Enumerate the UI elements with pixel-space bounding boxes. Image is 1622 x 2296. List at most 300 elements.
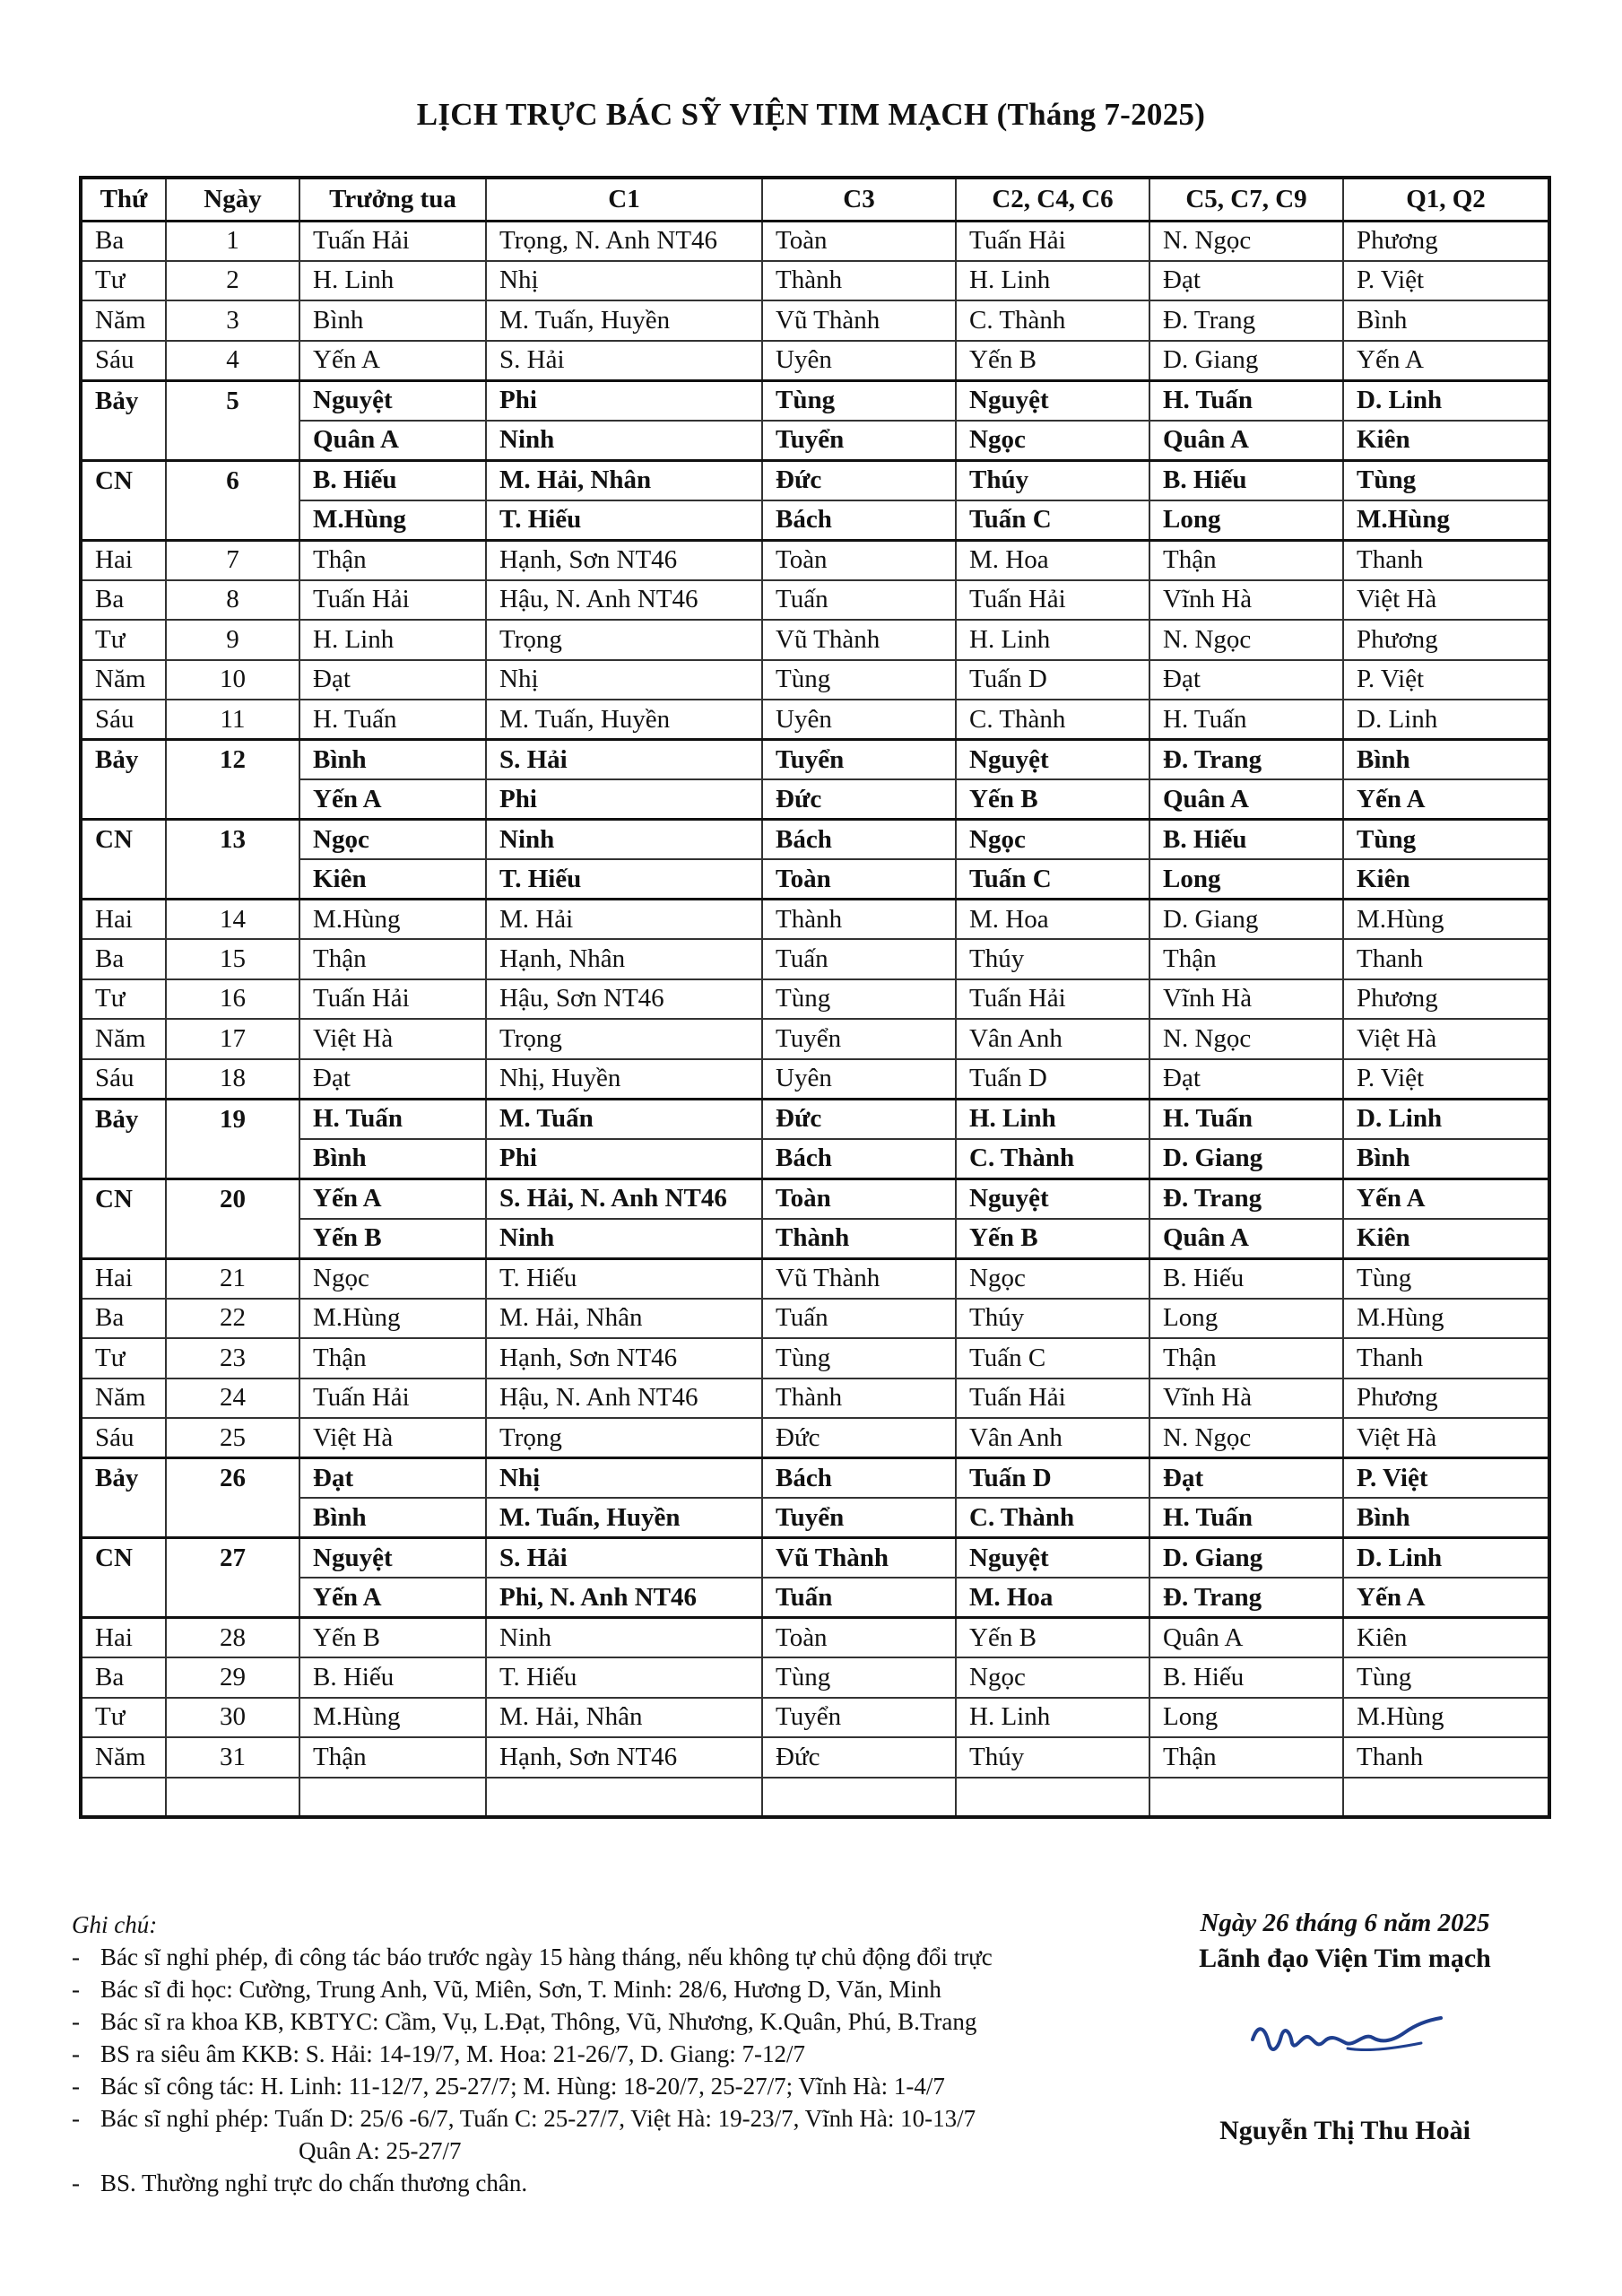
duty-cell: M.Hùng <box>299 1299 486 1339</box>
table-row <box>81 900 1549 940</box>
duty-cell: Việt Hà <box>1343 1019 1549 1059</box>
duty-cell: Hạnh, Sơn NT46 <box>486 1338 762 1378</box>
duty-cell: N. Ngọc <box>1149 1418 1343 1458</box>
duty-cell: Quân A <box>1149 1618 1343 1658</box>
duty-cell: Bách <box>762 820 956 860</box>
duty-cell: B. Hiếu <box>1149 1258 1343 1299</box>
date-cell: 8 <box>166 580 299 621</box>
date-cell: 27 <box>166 1538 299 1618</box>
duty-cell: Tuyển <box>762 421 956 461</box>
date-cell: 24 <box>166 1378 299 1419</box>
duty-cell: M. Hoa <box>956 540 1149 580</box>
duty-cell: M.Hùng <box>299 500 486 541</box>
bullet-dash-icon: - <box>72 2040 80 2067</box>
empty-cell <box>486 1778 762 1818</box>
duty-cell: Thận <box>299 1338 486 1378</box>
duty-cell: Vũ Thành <box>762 620 956 660</box>
duty-cell: Bình <box>1343 1139 1549 1179</box>
duty-cell: Phương <box>1343 620 1549 660</box>
duty-cell: M.Hùng <box>1343 1299 1549 1339</box>
duty-cell: Ninh <box>486 1219 762 1259</box>
duty-cell: Đạt <box>1149 1059 1343 1100</box>
table-row <box>81 341 1549 381</box>
duty-cell: Thanh <box>1343 1338 1549 1378</box>
duty-cell: Phi <box>486 1139 762 1179</box>
duty-cell: Bách <box>762 1139 956 1179</box>
weekday-cell: Tư <box>81 1338 166 1378</box>
column-header: Thứ <box>81 178 166 221</box>
duty-cell: D. Giang <box>1149 900 1343 940</box>
bullet-dash-icon: - <box>72 2170 80 2196</box>
duty-cell: B. Hiếu <box>299 1657 486 1698</box>
table-row <box>81 460 1549 500</box>
note-text: Bác sĩ đi học: Cường, Trung Anh, Vũ, Miên, Sơn, T. Minh: 28/6, Hương D, Văn, Minh <box>100 1976 941 2003</box>
duty-cell: Nguyệt <box>299 380 486 421</box>
note-text: Bác sĩ nghỉ phép, đi công tác báo trước ngày 15 hàng tháng, nếu không tự chủ động đổi trực <box>100 1944 993 1970</box>
duty-cell: Yến A <box>299 341 486 381</box>
duty-cell: Hạnh, Nhân <box>486 939 762 979</box>
duty-cell: Yến B <box>956 341 1149 381</box>
duty-cell: M. Hải, Nhân <box>486 460 762 500</box>
duty-cell: Quân A <box>1149 779 1343 820</box>
empty-cell <box>1343 1778 1549 1818</box>
duty-cell: Thanh <box>1343 939 1549 979</box>
duty-cell: T. Hiếu <box>486 1657 762 1698</box>
duty-cell: M. Hoa <box>956 900 1149 940</box>
column-header: Ngày <box>166 178 299 221</box>
duty-cell: B. Hiếu <box>1149 460 1343 500</box>
table-row <box>81 1219 1549 1259</box>
duty-cell: Thận <box>1149 1338 1343 1378</box>
duty-cell: D. Linh <box>1343 1538 1549 1578</box>
signer-name: Nguyễn Thị Thu Hoài <box>1219 2116 1470 2145</box>
bullet-dash-icon: - <box>72 1944 80 1970</box>
weekday-cell: Ba <box>81 221 166 261</box>
duty-cell: Đức <box>762 1418 956 1458</box>
weekday-cell: CN <box>81 820 166 900</box>
duty-cell: Tuấn C <box>956 859 1149 900</box>
duty-cell: Yến B <box>956 1219 1149 1259</box>
duty-cell: Ngọc <box>956 1258 1149 1299</box>
duty-cell: N. Ngọc <box>1149 1019 1343 1059</box>
duty-cell: Phương <box>1343 979 1549 1020</box>
weekday-cell: Tư <box>81 261 166 301</box>
duty-cell: N. Ngọc <box>1149 221 1343 261</box>
table-row <box>81 1019 1549 1059</box>
duty-cell: Thận <box>299 540 486 580</box>
duty-cell: M.Hùng <box>1343 500 1549 541</box>
duty-cell: Kiên <box>299 859 486 900</box>
duty-cell: Thúy <box>956 460 1149 500</box>
duty-cell: T. Hiếu <box>486 1258 762 1299</box>
table-row <box>81 1578 1549 1618</box>
duty-cell: Thận <box>1149 540 1343 580</box>
weekday-cell: Ba <box>81 939 166 979</box>
table-row <box>81 1178 1549 1219</box>
duty-cell: Trọng <box>486 1019 762 1059</box>
weekday-cell: Ba <box>81 1299 166 1339</box>
duty-cell: M. Hải, Nhân <box>486 1299 762 1339</box>
duty-cell: Uyên <box>762 700 956 740</box>
duty-cell: Toàn <box>762 221 956 261</box>
duty-cell: Thúy <box>956 939 1149 979</box>
duty-cell: Vũ Thành <box>762 1258 956 1299</box>
duty-cell: Toàn <box>762 540 956 580</box>
duty-cell: Đức <box>762 779 956 820</box>
table-row <box>81 1538 1549 1578</box>
duty-cell: D. Linh <box>1343 700 1549 740</box>
weekday-cell: CN <box>81 1178 166 1258</box>
duty-cell: M. Tuấn <box>486 1099 762 1139</box>
date-cell: 19 <box>166 1099 299 1178</box>
duty-cell: S. Hải <box>486 341 762 381</box>
empty-cell <box>956 1778 1149 1818</box>
duty-cell: Long <box>1149 1299 1343 1339</box>
duty-cell: Hạnh, Sơn NT46 <box>486 540 762 580</box>
weekday-cell: Sáu <box>81 1059 166 1100</box>
notes-section <box>72 1909 1130 2199</box>
duty-cell: Tuấn Hải <box>299 979 486 1020</box>
date-cell: 13 <box>166 820 299 900</box>
duty-cell: Đức <box>762 1099 956 1139</box>
duty-cell: Thành <box>762 261 956 301</box>
duty-cell: D. Giang <box>1149 341 1343 381</box>
date-cell: 17 <box>166 1019 299 1059</box>
duty-cell: Hậu, Sơn NT46 <box>486 979 762 1020</box>
duty-cell: Ngọc <box>956 421 1149 461</box>
table-row <box>81 300 1549 341</box>
duty-cell: Yến B <box>299 1219 486 1259</box>
duty-cell: Ngọc <box>956 820 1149 860</box>
duty-cell: Bình <box>299 300 486 341</box>
duty-cell: H. Linh <box>956 261 1149 301</box>
duty-cell: Nhị <box>486 660 762 700</box>
duty-cell: Bình <box>299 1498 486 1538</box>
note-item <box>72 1973 1130 2005</box>
duty-cell: Thúy <box>956 1737 1149 1778</box>
duty-cell: M.Hùng <box>1343 900 1549 940</box>
date-cell: 7 <box>166 540 299 580</box>
date-cell: 29 <box>166 1657 299 1698</box>
date-cell: 12 <box>166 740 299 820</box>
empty-cell <box>1149 1778 1343 1818</box>
duty-cell: Thúy <box>956 1299 1149 1339</box>
duty-cell: Nhị <box>486 261 762 301</box>
duty-cell: Bình <box>299 1139 486 1179</box>
date-cell: 10 <box>166 660 299 700</box>
table-row <box>81 1139 1549 1179</box>
table-row <box>81 1498 1549 1538</box>
duty-cell: Bách <box>762 500 956 541</box>
duty-cell: Tuyển <box>762 1498 956 1538</box>
duty-cell: D. Linh <box>1343 1099 1549 1139</box>
duty-cell: Long <box>1149 500 1343 541</box>
duty-cell: Thành <box>762 1219 956 1259</box>
duty-cell: Tuấn Hải <box>299 1378 486 1419</box>
duty-cell: Tuấn D <box>956 1458 1149 1499</box>
bullet-dash-icon: - <box>72 1976 80 2003</box>
note-continuation: Quân A: 25-27/7 <box>299 2137 462 2164</box>
duty-cell: Đ. Trang <box>1149 740 1343 780</box>
column-header: Q1, Q2 <box>1343 178 1549 221</box>
duty-cell: Yến B <box>956 1618 1149 1658</box>
duty-cell: Hạnh, Sơn NT46 <box>486 1737 762 1778</box>
duty-cell: Quân A <box>299 421 486 461</box>
duty-cell: D. Linh <box>1343 380 1549 421</box>
duty-cell: Việt Hà <box>299 1019 486 1059</box>
duty-cell: S. Hải <box>486 740 762 780</box>
weekday-cell: Bảy <box>81 1099 166 1178</box>
bullet-dash-icon: - <box>72 2073 80 2100</box>
table-row <box>81 820 1549 860</box>
duty-cell: H. Linh <box>299 620 486 660</box>
duty-cell: Yến B <box>299 1618 486 1658</box>
duty-cell: Bách <box>762 1458 956 1499</box>
empty-cell <box>166 1778 299 1818</box>
notes-list <box>72 1941 1130 2199</box>
date-cell: 22 <box>166 1299 299 1339</box>
duty-cell: Đạt <box>1149 660 1343 700</box>
duty-cell: Long <box>1149 1698 1343 1738</box>
duty-cell: M. Tuấn, Huyền <box>486 300 762 341</box>
duty-cell: S. Hải, N. Anh NT46 <box>486 1178 762 1219</box>
date-cell: 30 <box>166 1698 299 1738</box>
duty-cell: Yến A <box>299 1578 486 1618</box>
date-cell: 5 <box>166 380 299 460</box>
duty-cell: Vân Anh <box>956 1418 1149 1458</box>
duty-cell: Thận <box>1149 1737 1343 1778</box>
duty-cell: Tuyển <box>762 740 956 780</box>
note-text: BS ra siêu âm KKB: S. Hải: 14-19/7, M. Hoa: 21-26/7, D. Giang: 7-12/7 <box>100 2040 805 2067</box>
table-row <box>81 1299 1549 1339</box>
table-row <box>81 939 1549 979</box>
duty-cell: Tuấn Hải <box>956 221 1149 261</box>
date-cell: 21 <box>166 1258 299 1299</box>
duty-cell: Tuấn <box>762 1299 956 1339</box>
note-text: Bác sĩ nghỉ phép: Tuấn D: 25/6 -6/7, Tuấn C: 25-27/7, Việt Hà: 19-23/7, Vĩnh Hà: 10-13/7 <box>100 2105 976 2132</box>
duty-cell: Thận <box>299 1737 486 1778</box>
empty-row <box>81 1778 1549 1818</box>
duty-cell: B. Hiếu <box>1149 1657 1343 1698</box>
table-row <box>81 859 1549 900</box>
duty-cell: Tuấn <box>762 939 956 979</box>
weekday-cell: Ba <box>81 1657 166 1698</box>
duty-cell: Nguyệt <box>956 1178 1149 1219</box>
duty-cell: Vũ Thành <box>762 300 956 341</box>
table-body <box>81 221 1549 1817</box>
duty-cell: Toàn <box>762 1178 956 1219</box>
duty-cell: Bình <box>1343 300 1549 341</box>
column-header: C3 <box>762 178 956 221</box>
column-header: C1 <box>486 178 762 221</box>
duty-cell: Quân A <box>1149 1219 1343 1259</box>
duty-cell: M. Tuấn, Huyền <box>486 700 762 740</box>
duty-cell: Kiên <box>1343 421 1549 461</box>
weekday-cell: Hai <box>81 900 166 940</box>
date-cell: 20 <box>166 1178 299 1258</box>
duty-cell: T. Hiếu <box>486 500 762 541</box>
duty-cell: Kiên <box>1343 1618 1549 1658</box>
duty-cell: Tùng <box>1343 820 1549 860</box>
duty-cell: Tuấn D <box>956 1059 1149 1100</box>
table-row <box>81 1338 1549 1378</box>
duty-cell: Tùng <box>762 660 956 700</box>
duty-cell: Tuấn <box>762 580 956 621</box>
duty-cell: H. Tuấn <box>299 1099 486 1139</box>
empty-cell <box>81 1778 166 1818</box>
weekday-cell: Sáu <box>81 700 166 740</box>
weekday-cell: CN <box>81 460 166 540</box>
duty-cell: Trọng <box>486 620 762 660</box>
duty-cell: D. Giang <box>1149 1139 1343 1179</box>
note-item <box>72 2070 1130 2102</box>
table-row <box>81 1418 1549 1458</box>
signature-organization: Lãnh đạo Viện Tim mạch <box>1199 1944 1491 1973</box>
duty-cell: Thành <box>762 1378 956 1419</box>
duty-cell: Bình <box>299 740 486 780</box>
table-row <box>81 380 1549 421</box>
weekday-cell: Năm <box>81 1378 166 1419</box>
note-item <box>72 2005 1130 2038</box>
duty-cell: Phi, N. Anh NT46 <box>486 1578 762 1618</box>
duty-cell: Thận <box>1149 939 1343 979</box>
note-text: Bác sĩ ra khoa KB, KBTYC: Cầm, Vụ, L.Đạt, Thông, Vũ, Nhương, K.Quân, Phú, B.Trang <box>100 2008 977 2035</box>
duty-cell: H. Tuấn <box>1149 1498 1343 1538</box>
duty-cell: Ninh <box>486 820 762 860</box>
duty-cell: Việt Hà <box>1343 1418 1549 1458</box>
duty-cell: Yến A <box>1343 341 1549 381</box>
duty-cell: Tùng <box>762 380 956 421</box>
duty-cell: Vũ Thành <box>762 1538 956 1578</box>
duty-cell: Tuyển <box>762 1019 956 1059</box>
table-row <box>81 1657 1549 1698</box>
duty-cell: H. Linh <box>956 1698 1149 1738</box>
weekday-cell: Hai <box>81 1618 166 1658</box>
table-row <box>81 540 1549 580</box>
date-cell: 31 <box>166 1737 299 1778</box>
handwritten-signature-icon <box>1242 1996 1448 2077</box>
duty-cell: Uyên <box>762 1059 956 1100</box>
duty-cell: Vĩnh Hà <box>1149 1378 1343 1419</box>
weekday-cell: Tư <box>81 1698 166 1738</box>
date-cell: 3 <box>166 300 299 341</box>
duty-cell: P. Việt <box>1343 660 1549 700</box>
note-text: Bác sĩ công tác: H. Linh: 11-12/7, 25-27/7; M. Hùng: 18-20/7, 25-27/7; Vĩnh Hà: 1-4/7 <box>100 2073 945 2100</box>
note-item <box>72 2102 1130 2135</box>
weekday-cell: Sáu <box>81 1418 166 1458</box>
table-row <box>81 700 1549 740</box>
duty-cell: Thanh <box>1343 1737 1549 1778</box>
duty-cell: Phi <box>486 380 762 421</box>
date-cell: 23 <box>166 1338 299 1378</box>
date-cell: 14 <box>166 900 299 940</box>
note-item <box>72 2167 1130 2199</box>
table-row <box>81 1059 1549 1100</box>
duty-cell: H. Tuấn <box>1149 1099 1343 1139</box>
duty-cell: Hậu, N. Anh NT46 <box>486 1378 762 1419</box>
duty-cell: Đạt <box>299 1458 486 1499</box>
date-cell: 28 <box>166 1618 299 1658</box>
empty-cell <box>762 1778 956 1818</box>
duty-cell: B. Hiếu <box>1149 820 1343 860</box>
duty-cell: Vĩnh Hà <box>1149 580 1343 621</box>
signature-block <box>1121 1905 1569 2146</box>
duty-cell: Đạt <box>1149 1458 1343 1499</box>
duty-cell: Vân Anh <box>956 1019 1149 1059</box>
table-row <box>81 500 1549 541</box>
date-cell: 18 <box>166 1059 299 1100</box>
note-item <box>72 1941 1130 1973</box>
table-header-row <box>81 178 1549 221</box>
duty-cell: Hậu, N. Anh NT46 <box>486 580 762 621</box>
duty-cell: Toàn <box>762 859 956 900</box>
table-row <box>81 660 1549 700</box>
duty-cell: Đ. Trang <box>1149 1578 1343 1618</box>
date-cell: 1 <box>166 221 299 261</box>
duty-cell: Tuấn Hải <box>299 580 486 621</box>
table-row <box>81 1458 1549 1499</box>
duty-cell: Yến A <box>1343 779 1549 820</box>
duty-cell: Trọng <box>486 1418 762 1458</box>
duty-cell: Đ. Trang <box>1149 300 1343 341</box>
duty-cell: Nhị <box>486 1458 762 1499</box>
duty-cell: Kiên <box>1343 1219 1549 1259</box>
note-item <box>72 2038 1130 2070</box>
duty-cell: Nguyệt <box>956 380 1149 421</box>
duty-cell: Tuấn Hải <box>299 221 486 261</box>
weekday-cell: Bảy <box>81 1458 166 1538</box>
duty-cell: Phương <box>1343 221 1549 261</box>
date-cell: 4 <box>166 341 299 381</box>
duty-cell: Bình <box>1343 1498 1549 1538</box>
duty-cell: Yến A <box>1343 1578 1549 1618</box>
date-cell: 16 <box>166 979 299 1020</box>
duty-cell: Tuấn Hải <box>956 580 1149 621</box>
table-row <box>81 1737 1549 1778</box>
duty-cell: Thanh <box>1343 540 1549 580</box>
weekday-cell: Ba <box>81 580 166 621</box>
table-row <box>81 620 1549 660</box>
weekday-cell: Bảy <box>81 740 166 820</box>
duty-cell: Quân A <box>1149 421 1343 461</box>
duty-cell: C. Thành <box>956 300 1149 341</box>
duty-cell: Uyên <box>762 341 956 381</box>
notes-heading: Ghi chú: <box>72 1911 158 1938</box>
duty-cell: H. Tuấn <box>1149 380 1343 421</box>
duty-cell: Kiên <box>1343 859 1549 900</box>
duty-cell: C. Thành <box>956 700 1149 740</box>
duty-cell: Ngọc <box>299 1258 486 1299</box>
weekday-cell: Sáu <box>81 341 166 381</box>
date-cell: 26 <box>166 1458 299 1538</box>
duty-cell: Tùng <box>1343 1657 1549 1698</box>
duty-cell: Nguyệt <box>956 740 1149 780</box>
duty-cell: Toàn <box>762 1618 956 1658</box>
duty-cell: C. Thành <box>956 1139 1149 1179</box>
duty-cell: Long <box>1149 859 1343 900</box>
duty-cell: Đạt <box>299 660 486 700</box>
duty-cell: Phương <box>1343 1378 1549 1419</box>
duty-cell: S. Hải <box>486 1538 762 1578</box>
duty-cell: Tuấn C <box>956 1338 1149 1378</box>
duty-cell: Tùng <box>762 1338 956 1378</box>
duty-cell: Đức <box>762 460 956 500</box>
table-row <box>81 221 1549 261</box>
duty-cell: Đ. Trang <box>1149 1178 1343 1219</box>
duty-cell: P. Việt <box>1343 1458 1549 1499</box>
duty-cell: Tùng <box>762 979 956 1020</box>
duty-cell: Đức <box>762 1737 956 1778</box>
